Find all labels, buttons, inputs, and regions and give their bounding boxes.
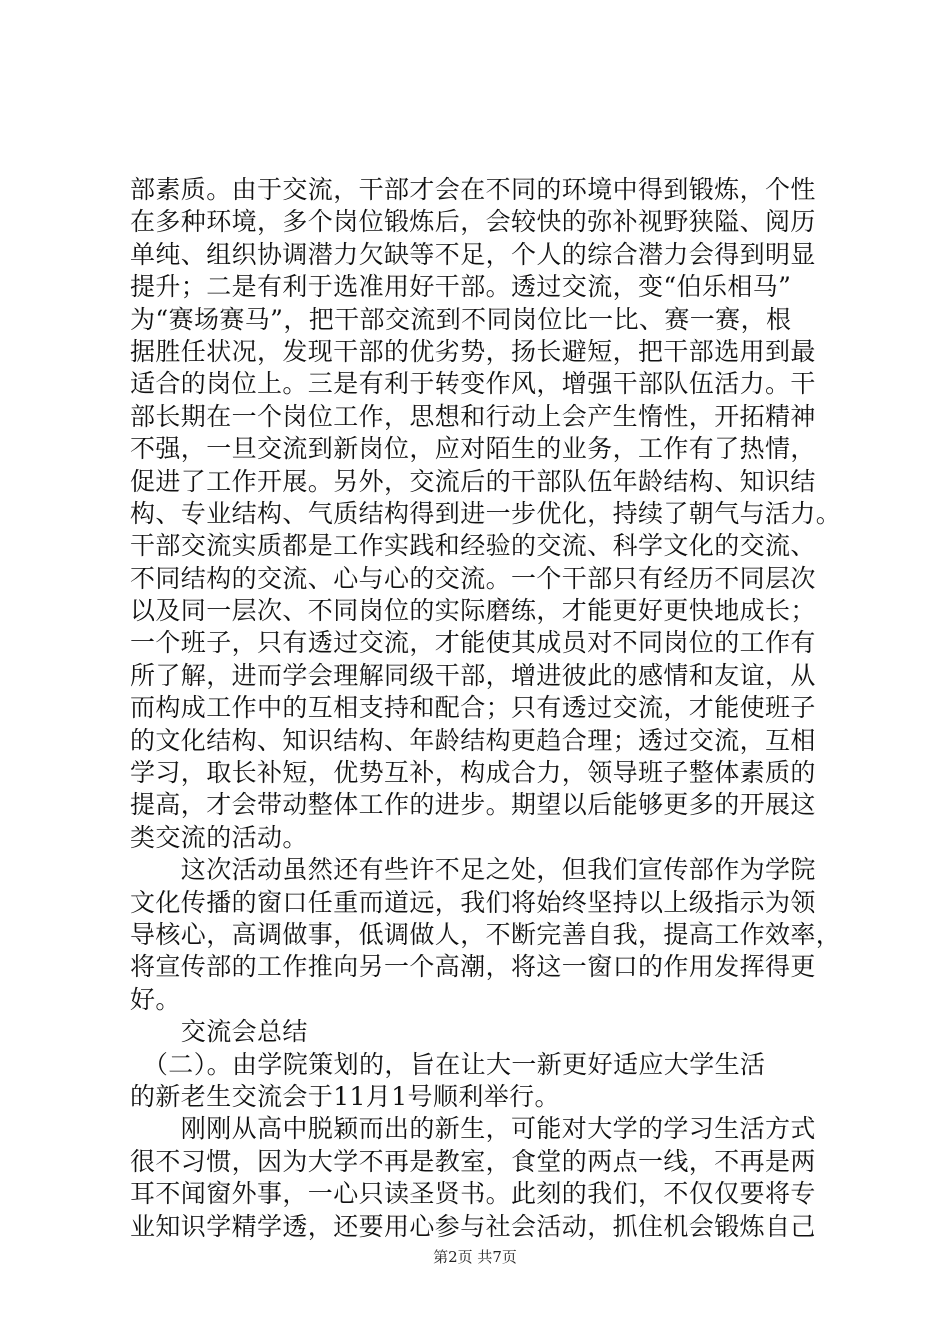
text-line: 据胜任状况，发现干部的优劣势，扬长避短，把干部选用到最	[130, 336, 816, 366]
text-line: 很不习惯，因为大学不再是教室，食堂的两点一线，不再是两	[130, 1146, 816, 1176]
paragraph-start-line: 刚刚从高中脱颖而出的新生，可能对大学的学习生活方式	[130, 1114, 816, 1144]
text-line: 适合的岗位上。三是有利于转变作风，增强干部队伍活力。干	[130, 369, 816, 399]
text-line: 所了解，进而学会理解同级干部，增进彼此的感情和友谊，从	[130, 660, 816, 690]
text-line: 学习，取长补短，优势互补，构成合力，领导班子整体素质的	[130, 758, 816, 788]
page-number-label: 第2页 共7页	[433, 1248, 517, 1266]
text-line: 在多种环境，多个岗位锻炼后，会较快的弥补视野狭隘、阅历	[130, 207, 816, 237]
text-line: 促进了工作开展。另外，交流后的干部队伍年龄结构、知识结	[130, 466, 816, 496]
text-line: 的新老生交流会于11月1号顺利举行。	[130, 1081, 560, 1111]
text-line: 以及同一层次、不同岗位的实际磨练，才能更好更快地成长；	[130, 596, 816, 626]
text-line: 业知识学精学透，还要用心参与社会活动，抓住机会锻炼自己	[130, 1211, 816, 1241]
text-line: 构、专业结构、气质结构得到进一步优化，持续了朝气与活力。	[130, 498, 842, 528]
body-text	[130, 174, 842, 1243]
text-line: 干部交流实质都是工作实践和经验的交流、科学文化的交流、	[130, 531, 816, 561]
paragraph-start-line: （二）。由学院策划的，旨在让大一新更好适应大学生活	[130, 1049, 766, 1079]
text-line: 而构成工作中的互相支持和配合；只有透过交流，才能使班子	[130, 693, 816, 723]
text-line: 文化传播的窗口任重而道远，我们将始终坚持以上级指示为领	[130, 887, 816, 917]
text-line: 的文化结构、知识结构、年龄结构更趋合理；透过交流，互相	[130, 725, 816, 755]
section-heading: 交流会总结	[130, 1017, 308, 1047]
text-line: 单纯、组织协调潜力欠缺等不足，个人的综合潜力会得到明显	[130, 239, 816, 269]
text-line: 不同结构的交流、心与心的交流。一个干部只有经历不同层次	[130, 563, 816, 593]
paragraph-start-line: 这次活动虽然还有些许不足之处，但我们宣传部作为学院	[130, 855, 816, 885]
text-line: 类交流的活动。	[130, 822, 308, 852]
text-line: 导核心，高调做事，低调做人，不断完善自我，提高工作效率，	[130, 919, 842, 949]
text-line: 好。	[130, 984, 181, 1014]
page-footer	[0, 1246, 950, 1267]
text-line: 提高，才会带动整体工作的进步。期望以后能够更多的开展这	[130, 790, 816, 820]
text-line: 部素质。由于交流，干部才会在不同的环境中得到锻炼，个性	[130, 175, 816, 204]
text-line: 一个班子，只有透过交流，才能使其成员对不同岗位的工作有	[130, 628, 816, 658]
text-line: 提升；二是有利于选准用好干部。透过交流，变“伯乐相马”	[130, 272, 792, 302]
text-line: 不强，一旦交流到新岗位，应对陌生的业务，工作有了热情，	[130, 434, 816, 464]
text-line: 将宣传部的工作推向另一个高潮，将这一窗口的作用发挥得更	[130, 952, 816, 982]
text-line: 部长期在一个岗位工作，思想和行动上会产生惰性，开拓精神	[130, 401, 816, 431]
text-line: 为“赛场赛马”，把干部交流到不同岗位比一比、赛一赛，根	[130, 304, 792, 334]
text-line: 耳不闻窗外事，一心只读圣贤书。此刻的我们，不仅仅要将专	[130, 1179, 816, 1209]
